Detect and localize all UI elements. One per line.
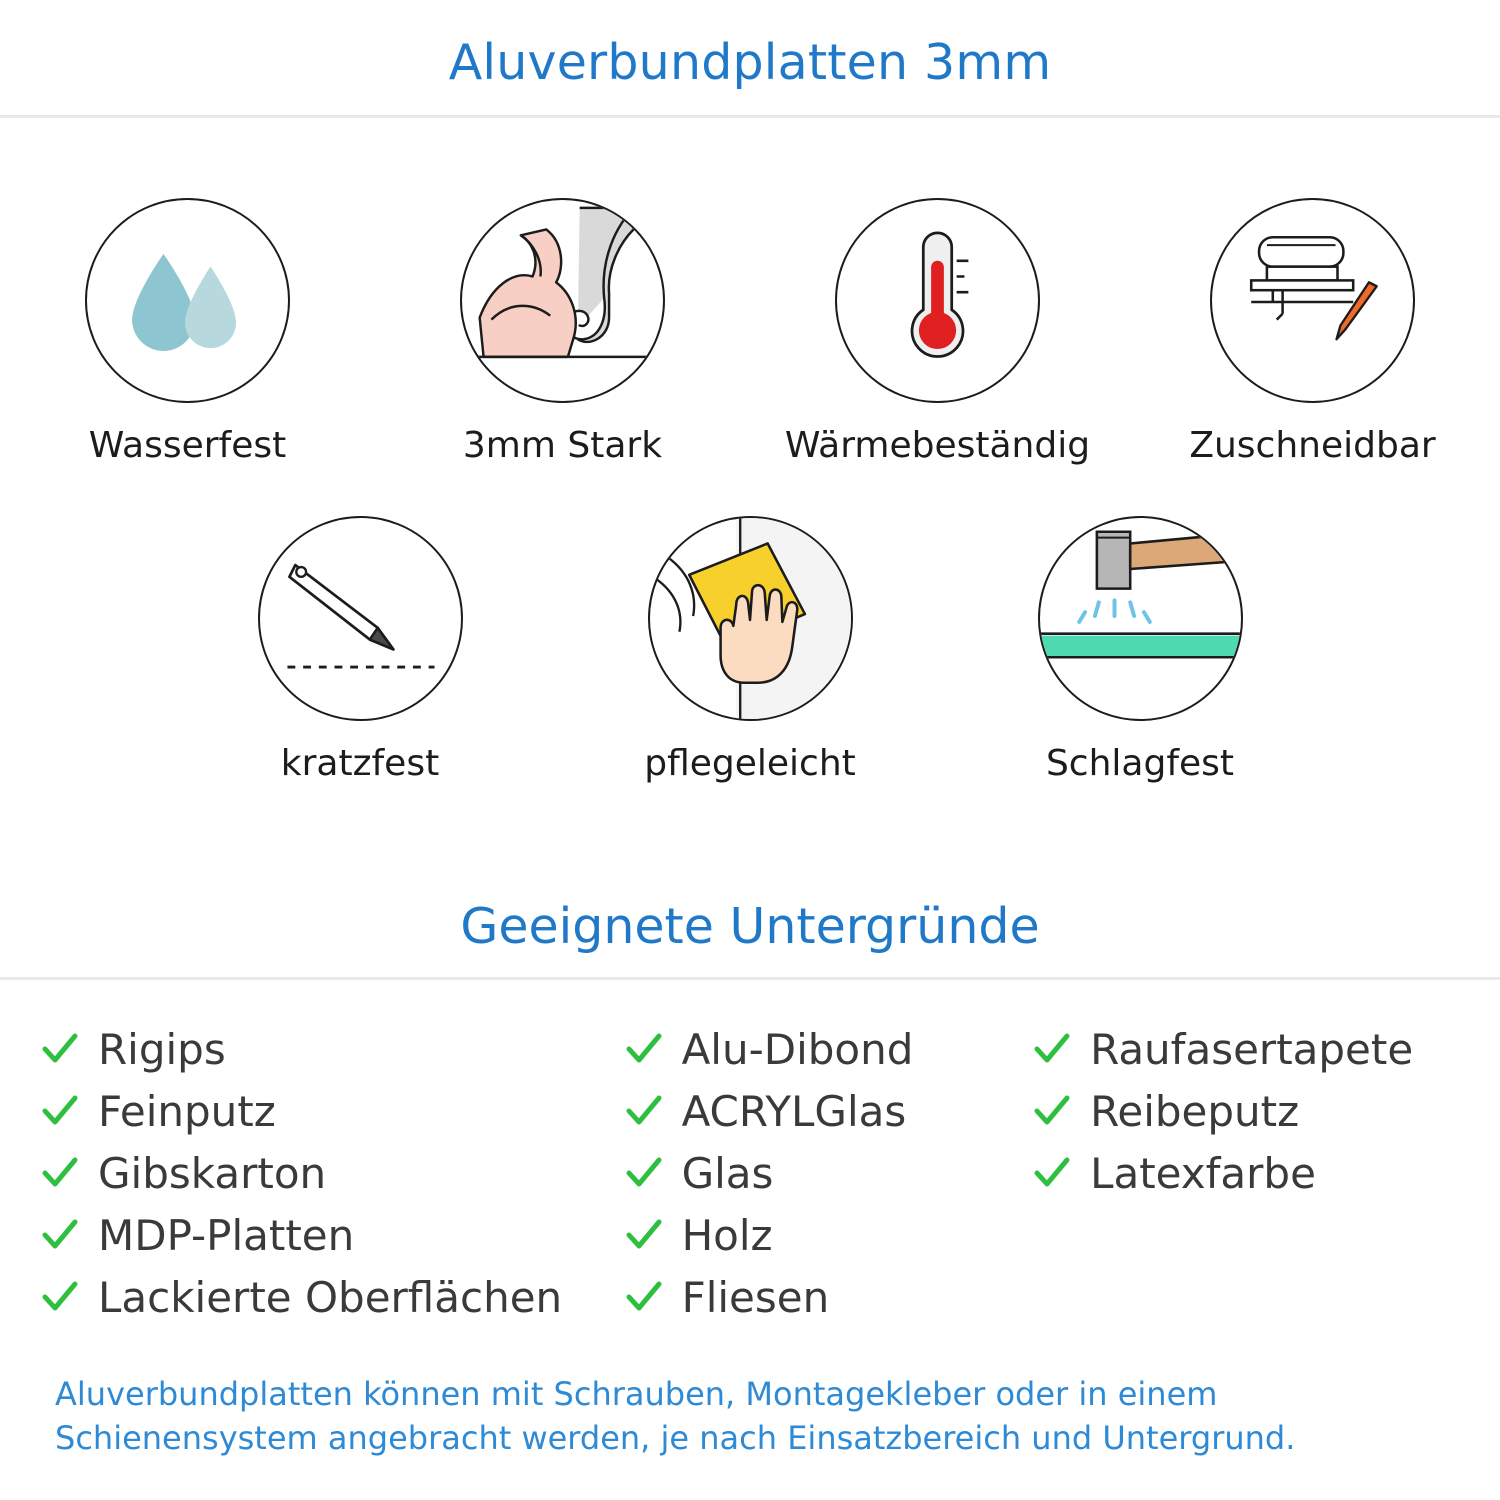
check-icon: [40, 1215, 80, 1255]
list-item-label: Fliesen: [681, 1272, 830, 1322]
list-item: [40, 1084, 624, 1138]
feature-waermebestaendig: [750, 198, 1125, 466]
list-item: [1032, 1022, 1460, 1076]
flexing-arm-icon: [460, 198, 665, 403]
list-item-label: Alu-Dibond: [681, 1024, 914, 1074]
list-item: [40, 1208, 624, 1262]
list-item: [40, 1022, 624, 1076]
feature-3mm-stark: [375, 198, 750, 466]
list-item-label: Gibskarton: [98, 1148, 327, 1198]
list-item: [40, 1146, 624, 1200]
check-icon: [624, 1215, 664, 1255]
thermometer-icon: [835, 198, 1040, 403]
feature-label: Wärmebeständig: [784, 425, 1091, 466]
substrates-column-1: [40, 1022, 624, 1332]
feature-label: Zuschneidbar: [1189, 425, 1436, 466]
list-item-label: Reibeputz: [1090, 1086, 1300, 1136]
list-item: [624, 1270, 1033, 1324]
list-item-label: Holz: [681, 1210, 773, 1260]
jigsaw-cutter-icon: [1210, 198, 1415, 403]
feature-row-1: [0, 198, 1500, 466]
feature-schlagfest: [945, 516, 1335, 784]
list-item-label: MDP-Platten: [98, 1210, 355, 1260]
list-item-label: Rigips: [98, 1024, 226, 1074]
list-item: [624, 1146, 1033, 1200]
check-icon: [40, 1091, 80, 1131]
hammer-impact-icon: [1038, 516, 1243, 721]
substrates-heading-block: [0, 880, 1500, 980]
substrates-list: [0, 980, 1500, 1332]
feature-pflegeleicht: [555, 516, 945, 784]
list-item: [624, 1022, 1033, 1076]
list-item: [1032, 1146, 1460, 1200]
knife-scratch-icon: [258, 516, 463, 721]
check-icon: [624, 1029, 664, 1069]
feature-wasserfest: [0, 198, 375, 466]
feature-label: pflegeleicht: [644, 743, 856, 784]
list-item-label: ACRYLGlas: [681, 1086, 907, 1136]
substrates-column-3: [1032, 1022, 1460, 1332]
substrates-heading: Geeignete Untergründe: [460, 898, 1040, 955]
feature-label: Schlagfest: [1045, 743, 1235, 784]
check-icon: [40, 1277, 80, 1317]
cleaning-cloth-hand-icon: [648, 516, 853, 721]
page-title: Aluverbundplatten 3mm: [448, 34, 1052, 91]
mounting-note: Aluverbundplatten können mit Schrauben, Montagekleber oder in einem Schienensystem angebracht werden, je nach Einsatzbereich und Untergrund.: [55, 1375, 1296, 1458]
list-item: [624, 1208, 1033, 1262]
feature-kratzfest: [165, 516, 555, 784]
check-icon: [40, 1153, 80, 1193]
water-drops-icon: [85, 198, 290, 403]
check-icon: [624, 1277, 664, 1317]
check-icon: [1032, 1153, 1072, 1193]
list-item: [1032, 1084, 1460, 1138]
list-item-label: Lackierte Oberflächen: [98, 1272, 563, 1322]
list-item-label: Feinputz: [98, 1086, 276, 1136]
substrates-column-2: [624, 1022, 1033, 1332]
list-item-label: Raufasertapete: [1090, 1024, 1414, 1074]
list-item: [40, 1270, 624, 1324]
list-item: [624, 1084, 1033, 1138]
feature-label: Wasserfest: [88, 425, 287, 466]
check-icon: [624, 1153, 664, 1193]
feature-zuschneidbar: [1125, 198, 1500, 466]
check-icon: [624, 1091, 664, 1131]
feature-label: 3mm Stark: [462, 425, 663, 466]
check-icon: [1032, 1091, 1072, 1131]
list-item-label: Latexfarbe: [1090, 1148, 1316, 1198]
list-item-label: Glas: [681, 1148, 774, 1198]
check-icon: [1032, 1029, 1072, 1069]
page-title-block: [0, 0, 1500, 118]
feature-label: kratzfest: [280, 743, 440, 784]
feature-row-2: [0, 516, 1500, 784]
check-icon: [40, 1029, 80, 1069]
